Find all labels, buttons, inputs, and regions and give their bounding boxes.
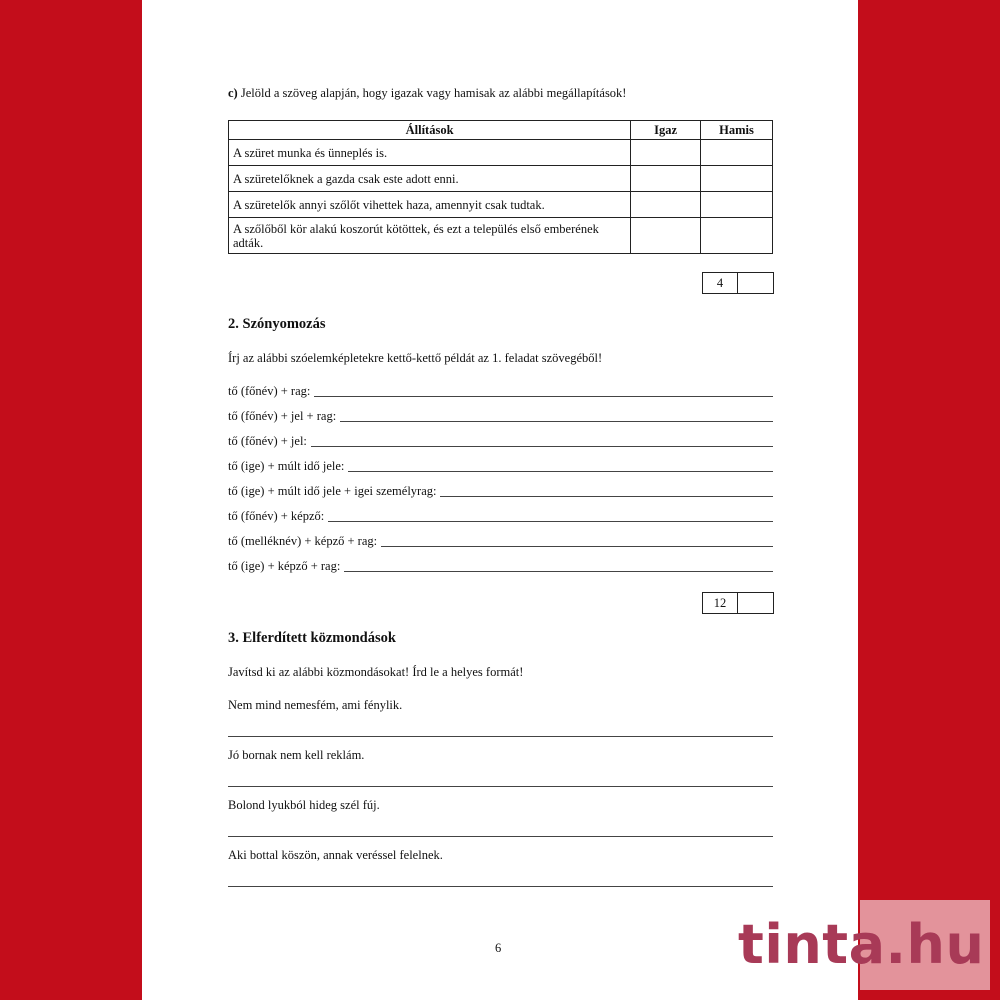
formula-label: tő (főnév) + képző: xyxy=(228,509,325,523)
proverb-text: Aki bottal köszön, annak veréssel felelnek. xyxy=(228,848,443,862)
answer-line[interactable] xyxy=(340,421,773,422)
formula-label: tő (ige) + múlt idő jele + igei személyrag: xyxy=(228,484,437,498)
proverb-answer-line[interactable] xyxy=(228,786,773,787)
task-c-letter: c) xyxy=(228,86,238,100)
header-true: Igaz xyxy=(631,121,701,140)
formula-row xyxy=(228,383,773,399)
formula-row xyxy=(228,458,773,474)
answer-line[interactable] xyxy=(381,546,773,547)
table-row xyxy=(229,166,773,192)
worksheet-page xyxy=(142,0,858,1000)
score-box-section-2 xyxy=(702,592,774,614)
formula-label: tő (ige) + múlt idő jele: xyxy=(228,459,345,473)
section-3-title: 3. Elferdített közmondások xyxy=(228,630,396,646)
formula-label: tő (főnév) + jel + rag: xyxy=(228,409,337,423)
formula-label: tő (ige) + képző + rag: xyxy=(228,559,341,573)
table-header-row xyxy=(229,121,773,140)
answer-line[interactable] xyxy=(328,521,773,522)
task-c-text: Jelöld a szöveg alapján, hogy igazak vagy hamisak az alábbi megállapítások! xyxy=(240,86,627,100)
answer-line[interactable] xyxy=(344,571,773,572)
formula-row xyxy=(228,483,773,499)
watermark-logo: tinta.hu xyxy=(738,913,985,976)
max-points: 4 xyxy=(703,273,738,293)
proverb-answer-line[interactable] xyxy=(228,736,773,737)
statements-table xyxy=(228,120,773,254)
statement-text: A szüretelők annyi szőlőt vihettek haza, amennyit csak tudtak. xyxy=(229,192,631,218)
header-false: Hamis xyxy=(701,121,773,140)
formula-row xyxy=(228,508,773,524)
formula-label: tő (melléknév) + képző + rag: xyxy=(228,534,378,548)
false-cell[interactable] xyxy=(701,166,773,192)
formula-row xyxy=(228,558,773,574)
false-cell[interactable] xyxy=(701,192,773,218)
earned-points-cell[interactable] xyxy=(738,593,773,613)
statement-text: A szüret munka és ünneplés is. xyxy=(229,140,631,166)
statement-text: A szőlőből kör alakú koszorút kötöttek, és ezt a település első emberének adták. xyxy=(229,218,631,254)
max-points: 12 xyxy=(703,593,738,613)
formula-label: tő (főnév) + jel: xyxy=(228,434,307,448)
formula-row xyxy=(228,533,773,549)
statement-text: A szüretelőknek a gazda csak este adott enni. xyxy=(229,166,631,192)
formula-row xyxy=(228,408,773,424)
answer-line[interactable] xyxy=(348,471,773,472)
true-cell[interactable] xyxy=(631,166,701,192)
proverb-text: Bolond lyukból hideg szél fúj. xyxy=(228,798,380,812)
score-box-task-c xyxy=(702,272,774,294)
header-statements: Állítások xyxy=(229,121,631,140)
proverb-answer-line[interactable] xyxy=(228,886,773,887)
proverb-answer-line[interactable] xyxy=(228,836,773,837)
answer-line[interactable] xyxy=(311,446,773,447)
true-cell[interactable] xyxy=(631,218,701,254)
task-c-instruction xyxy=(228,86,626,101)
false-cell[interactable] xyxy=(701,140,773,166)
formula-row xyxy=(228,433,773,449)
true-cell[interactable] xyxy=(631,192,701,218)
table-row xyxy=(229,192,773,218)
earned-points-cell[interactable] xyxy=(738,273,773,293)
table-row xyxy=(229,218,773,254)
false-cell[interactable] xyxy=(701,218,773,254)
answer-line[interactable] xyxy=(314,396,773,397)
formula-label: tő (főnév) + rag: xyxy=(228,384,311,398)
table-row xyxy=(229,140,773,166)
answer-line[interactable] xyxy=(440,496,773,497)
true-cell[interactable] xyxy=(631,140,701,166)
page-number: 6 xyxy=(495,941,502,955)
proverb-text: Jó bornak nem kell reklám. xyxy=(228,748,365,762)
section-2-instruction: Írj az alábbi szóelemképletekre kettő-kettő példát az 1. feladat szövegéből! xyxy=(228,351,603,365)
section-3-instruction: Javítsd ki az alábbi közmondásokat! Írd le a helyes formát! xyxy=(228,665,524,679)
section-2-title: 2. Szónyomozás xyxy=(228,316,326,332)
proverb-text: Nem mind nemesfém, ami fénylik. xyxy=(228,698,403,712)
